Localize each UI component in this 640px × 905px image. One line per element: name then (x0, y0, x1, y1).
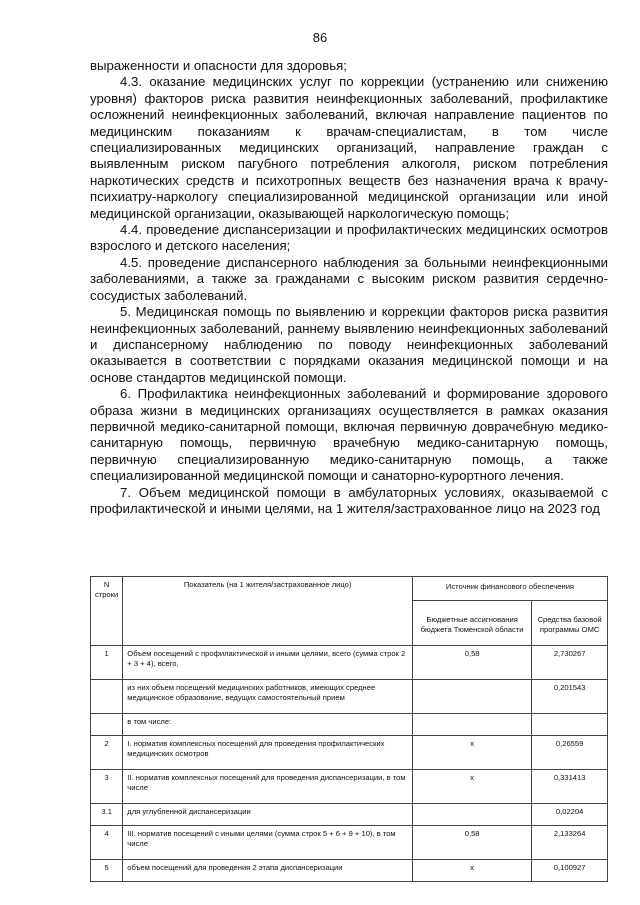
row-oms: 0,26559 (532, 736, 608, 770)
header-budget: Бюджетные ассигнования бюджета Тюменской области (412, 601, 531, 646)
header-indicator: Показатель (на 1 жителя/застрахованное лицо) (123, 577, 413, 646)
row-oms: 2,133264 (532, 826, 608, 860)
row-oms: 0,201543 (532, 680, 608, 714)
table-row (91, 770, 608, 804)
row-indicator: III. норматив посещений с иными целями (сумма строк 5 + 6 + 9 + 10), в том числе (123, 826, 413, 860)
row-budget: x (412, 860, 531, 882)
paragraph-continuation: выраженности и опасности для здоровья; (90, 58, 347, 73)
row-budget: x (412, 770, 531, 804)
row-oms: 2,730267 (532, 646, 608, 680)
table-row (91, 646, 608, 680)
paragraph-4-3: 4.3. оказание медицинских услуг по коррекции (устранению или снижению уровня) факторов риска развития неинфекционных заболеваний, профилактике осложнений неинфекционных заболеваний, включая направление пациентов по медицинским показаниям к врачам-специалистам, в том числе специализированных медицинских организаций, направление граждан с выявленным риском пагубного потребления алкоголя, риском потребления наркотических средств и психотропных веществ без назначения врача к врачу-психиатру-наркологу специализированной медицинской организации или иной медицинской организации, оказывающей наркологическую помощь; (90, 74, 608, 221)
row-indicator: в том числе: (123, 714, 413, 736)
row-indicator: II. норматив комплексных посещений для проведения диспансеризации, в том числе (123, 770, 413, 804)
row-indicator: из них объем посещений медицинских работников, имеющих среднее медицинское образование, ведущих самостоятельный прием (123, 680, 413, 714)
table-row (91, 804, 608, 826)
row-budget: 0,58 (412, 826, 531, 860)
row-budget (412, 804, 531, 826)
row-number: 2 (91, 736, 123, 770)
row-oms (532, 714, 608, 736)
row-number (91, 680, 123, 714)
paragraph-5: 5. Медицинская помощь по выявлению и коррекции факторов риска развития неинфекционных заболеваний, раннему выявлению неинфекционных заболеваний и диспансерному наблюдению по поводу неинфекционных заболеваний оказывается в соответствии с порядками оказания медицинской помощи и на основе стандартов медицинской помощи. (90, 304, 608, 385)
table-row (91, 736, 608, 770)
row-budget (412, 714, 531, 736)
table-row (91, 680, 608, 714)
document-body (90, 58, 608, 517)
row-number: 1 (91, 646, 123, 680)
page-number: 86 (312, 30, 328, 45)
row-indicator: объем посещений для проведения 2 этапа диспансеризации (123, 860, 413, 882)
table-row (91, 860, 608, 882)
header-oms: Средства базовой программы ОМС (532, 601, 608, 646)
row-number: 4 (91, 826, 123, 860)
paragraph-6: 6. Профилактика неинфекционных заболеваний и формирование здорового образа жизни в медицинских организациях осуществляется в рамках оказания первичной медико-санитарной помощи, включая первичную доврачебную медико-санитарную помощь, первичную врачебную медико-санитарную помощь, первичную специализированную медико-санитарную помощь, а также специализированной медицинской помощи и санаторно-курортного лечения. (90, 386, 608, 484)
row-number: 5 (91, 860, 123, 882)
row-oms: 0,02204 (532, 804, 608, 826)
row-budget (412, 680, 531, 714)
row-oms: 0,100927 (532, 860, 608, 882)
row-indicator: I. норматив комплексных посещений для проведения профилактических медицинских осмотров (123, 736, 413, 770)
paragraph-4-5: 4.5. проведение диспансерного наблюдения за больными неинфекционными заболеваниями, а также за гражданами с высоким риском развития сердечно-сосудистых заболеваний. (90, 254, 608, 303)
row-budget: 0,58 (412, 646, 531, 680)
row-number (91, 714, 123, 736)
row-number: 3 (91, 770, 123, 804)
volume-table (90, 576, 608, 882)
paragraph-4-4: 4.4. проведение диспансеризации и профилактических медицинских осмотров взрослого и детского населения; (90, 222, 608, 254)
header-funding-source: Источник финансового обеспечения (412, 577, 607, 601)
table-row (91, 714, 608, 736)
row-budget: x (412, 736, 531, 770)
table-row (91, 826, 608, 860)
row-oms: 0,331413 (532, 770, 608, 804)
row-indicator: для углубленной диспансеризации (123, 804, 413, 826)
header-row-number: N строки (91, 577, 123, 646)
row-indicator: Объем посещений с профилактической и иными целями, всего (сумма строк 2 + 3 + 4), всего, (123, 646, 413, 680)
paragraph-7: 7. Объем медицинской помощи в амбулаторных условиях, оказываемой с профилактической и иными целями, на 1 жителя/застрахованное лицо на 2023 год (90, 484, 608, 516)
row-number: 3.1 (91, 804, 123, 826)
